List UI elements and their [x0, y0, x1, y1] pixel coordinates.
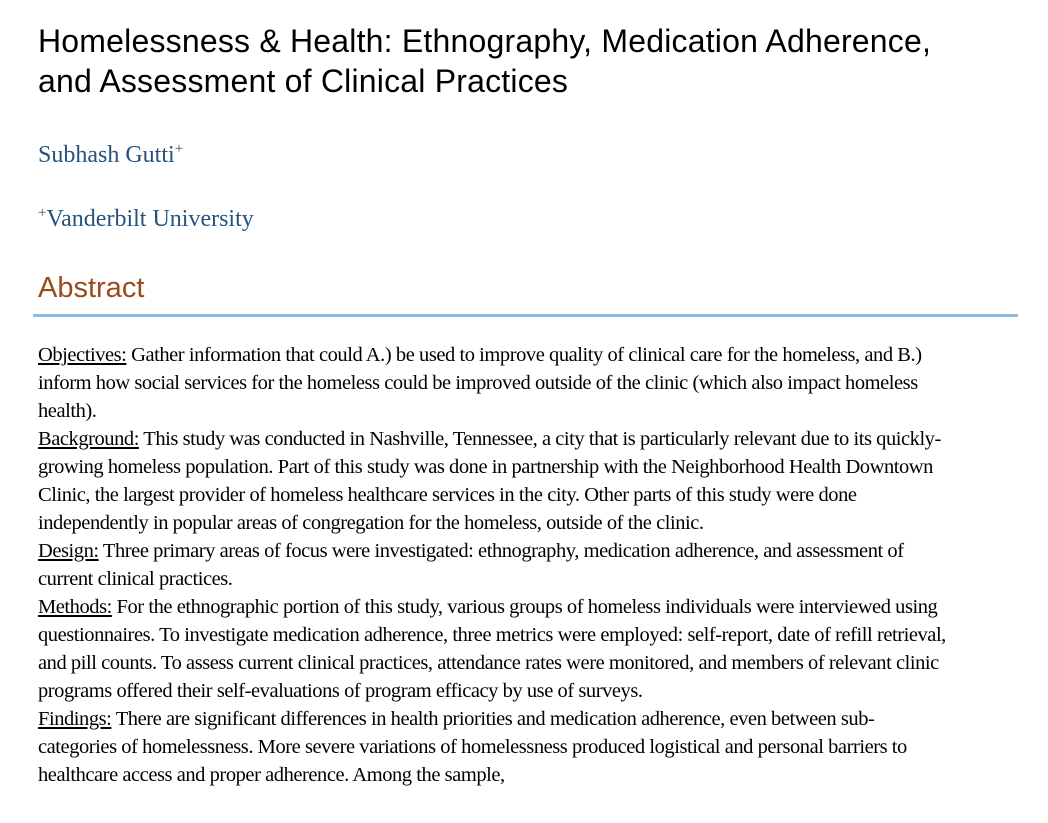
abstract-section-label: Methods:	[38, 596, 112, 618]
affiliation-name: Vanderbilt University	[46, 206, 254, 232]
abstract-paragraph	[38, 537, 948, 593]
abstract-section-text: Three primary areas of focus were investigated: ethnography, medication adherence, and assessment of current clinical practices.	[38, 540, 904, 590]
abstract-paragraph	[38, 425, 948, 537]
paper-title: Homelessness & Health: Ethnography, Medication Adherence, and Assessment of Clinical Practices	[38, 23, 932, 99]
abstract-heading: Abstract	[38, 272, 145, 304]
abstract-section-text: This study was conducted in Nashville, Tennessee, a city that is particularly relevant due to its quickly-growing homeless population. Part of this study was done in partnership with the Neighborhood Health Downtown Clinic, the largest provider of homeless healthcare services in the city. Other parts of this study were done independently in popular areas of congregation for the homeless, outside of the clinic.	[38, 428, 941, 534]
abstract-section-label: Background:	[38, 428, 139, 450]
affiliation-line	[38, 204, 1018, 234]
abstract-divider-rule	[33, 314, 1018, 317]
abstract-section-label: Design:	[38, 540, 99, 562]
abstract-section-text: For the ethnographic portion of this study, various groups of homeless individuals were interviewed using questionnaires. To investigate medication adherence, three metrics were employed: self-report, date of refill retrieval, and pill counts. To assess current clinical practices, attendance rates were monitored, and members of relevant clinic programs offered their self-evaluations of program efficacy by use of surveys.	[38, 596, 946, 702]
abstract-body	[38, 341, 948, 789]
affiliation-marker: +	[38, 205, 47, 221]
abstract-paragraph	[38, 593, 948, 705]
abstract-paragraph	[38, 705, 948, 789]
abstract-paragraph	[38, 341, 948, 425]
abstract-section-label: Objectives:	[38, 344, 127, 366]
abstract-section-text: Gather information that could A.) be used to improve quality of clinical care for the homeless, and B.) inform how social services for the homeless could be improved outside of the clinic (which also impact homeless health).	[38, 344, 922, 422]
author-line	[38, 140, 1018, 170]
author-name: Subhash Gutti	[38, 142, 175, 168]
author-affiliation-marker: +	[174, 141, 184, 157]
abstract-section-label: Findings:	[38, 708, 112, 730]
abstract-section-text: There are significant differences in health priorities and medication adherence, even between sub-categories of homelessness. More severe variations of homelessness produced logistical and personal barriers to healthcare access and proper adherence. Among the sample,	[38, 708, 907, 786]
